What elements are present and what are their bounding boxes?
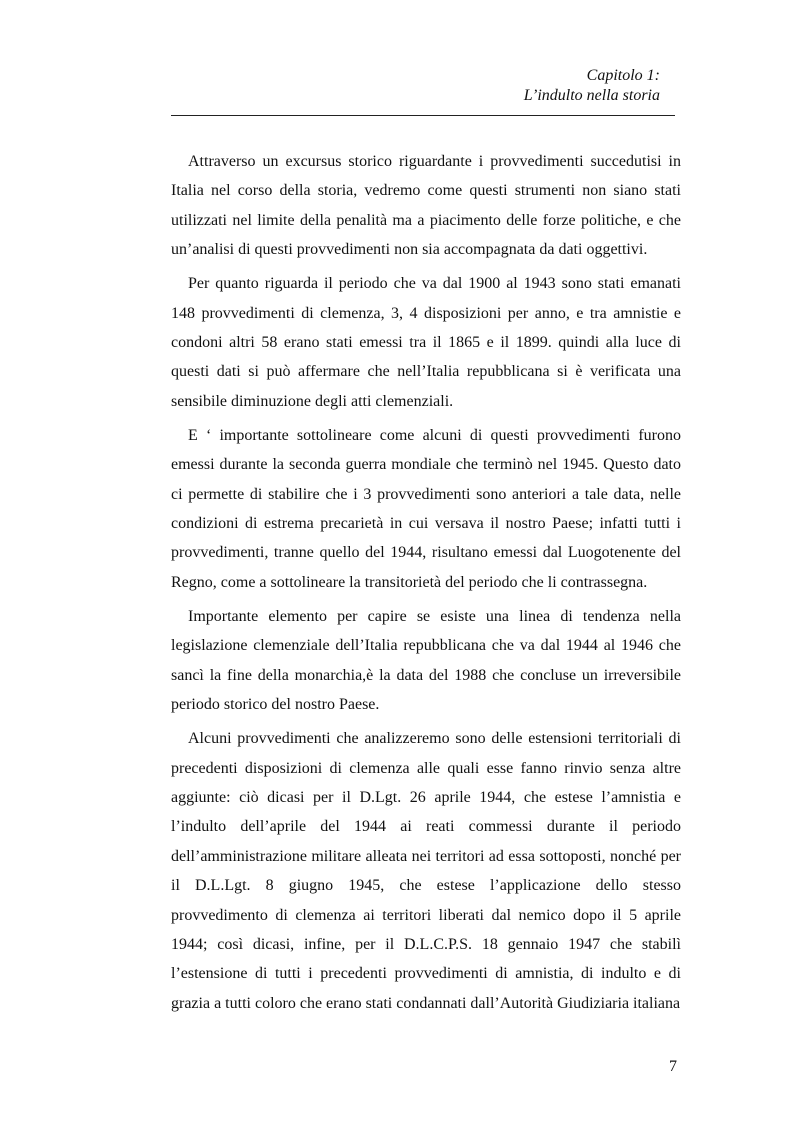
body-text bbox=[171, 147, 681, 1023]
paragraph: Per quanto riguarda il periodo che va dal 1900 al 1943 sono stati emanati 148 provvedimenti di clemenza, 3, 4 disposizioni per anno, e tra amnistie e condoni altri 58 erano stati emessi tra il 1865 e il 1899. quindi alla luce di questi dati si può affermare che nell’Italia repubblicana si è verificata una sensibile diminuzione degli atti clemenziali. bbox=[171, 275, 681, 410]
header-subtitle: L’indulto nella storia bbox=[523, 87, 660, 104]
page-number: 7 bbox=[669, 1058, 677, 1075]
header-chapter: Capitolo 1: bbox=[586, 67, 660, 84]
header-divider bbox=[171, 115, 675, 116]
paragraph: Alcuni provvedimenti che analizzeremo sono delle estensioni territoriali di precedenti disposizioni di clemenza alle quali esse fanno rinvio senza altre aggiunte: ciò dicasi per il D.Lgt. 26 aprile 1944, che estese l’amnistia e l’indulto dell’aprile del 1944 ai reati commessi durante il periodo dell’amministrazione militare alleata nei territori ad essa sottoposti, nonché per il D.L.Lgt. 8 giugno 1945, che estese l’applicazione dello stesso provvedimento di clemenza ai territori liberati dal nemico dopo il 5 aprile 1944; così dicasi, infine, per il D.L.C.P.S. 18 gennaio 1947 che stabilì l’estensione di tutti i precedenti provvedimenti di amnistia, di indulto e di grazia a tutti coloro che erano stati condannati dall’Autorità Giudiziaria italiana bbox=[171, 730, 681, 1012]
running-header bbox=[524, 66, 660, 106]
paragraph: Attraverso un excursus storico riguardante i provvedimenti succedutisi in Italia nel corso della storia, vedremo come questi strumenti non siano stati utilizzati nel limite della penalità ma a piacimento delle forze politiche, e che un’analisi di questi provvedimenti non sia accompagnata da dati oggettivi. bbox=[171, 153, 681, 259]
paragraph: E ‘ importante sottolineare come alcuni di questi provvedimenti furono emessi durante la seconda guerra mondiale che terminò nel 1945. Questo dato ci permette di stabilire che i 3 provvedimenti sono anteriori a tale data, nelle condizioni di estrema precarietà in cui versava il nostro Paese; infatti tutti i provvedimenti, tranne quello del 1944, risultano emessi dal Luogotenente del Regno, come a sottolineare la transitorietà del periodo che li contrassegna. bbox=[171, 426, 681, 591]
paragraph: Importante elemento per capire se esiste una linea di tendenza nella legislazione clemenziale dell’Italia repubblicana che va dal 1944 al 1946 che sancì la fine della monarchia,è la data del 1988 che concluse un irreversibile periodo storico del nostro Paese. bbox=[171, 607, 681, 714]
